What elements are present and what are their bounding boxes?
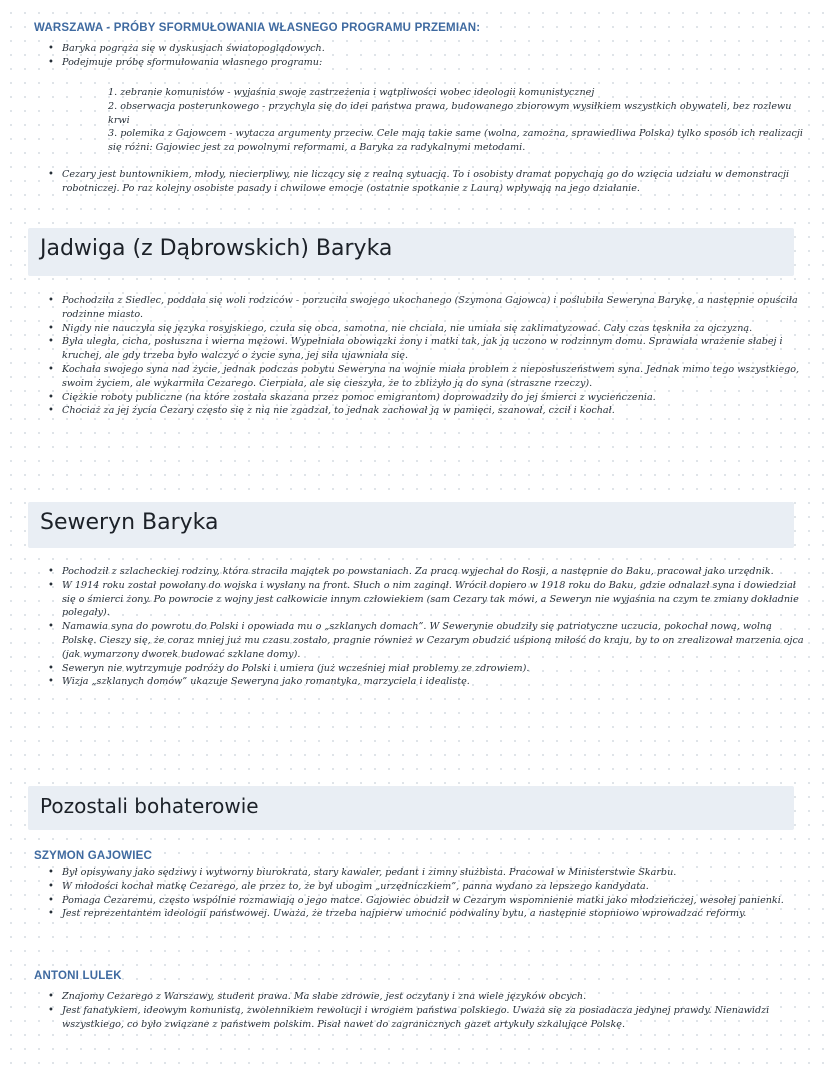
program-step: 3. polemika z Gajowcem - wytacza argumenty przeciw. Cele mają takie same (wolna, zamożna, sprawiedliwa Polska) tylko sposób ich realizacji się różni: Gajowiec jest za powolnymi reformami, a Baryka za radykalnymi metodami. <box>108 128 803 154</box>
list-item: • Była uległa, cicha, posłuszna i wierna mężowi. Wypełniała obowiązki żony i matki tak, jak ją uczono w rodzinnym domu. Sprawiała wrażenie słabej i kruchej, ale gdy trzeba było walczyć o życie syna, jej siła ujawniała się. <box>44 335 804 363</box>
list-item: • W młodości kochał matkę Cezarego, ale przez to, że był ubogim „urzędniczkiem”, panna wydano za lepszego kandydata. <box>44 880 804 894</box>
section-heading-pozostali: Pozostali bohaterowie <box>40 794 259 818</box>
list-item: • Podejmuje próbę sformułowania własnego programu: <box>44 56 804 70</box>
section-heading-jadwiga: Jadwiga (z Dąbrowskich) Baryka <box>40 236 393 261</box>
seweryn-list <box>44 565 804 689</box>
warszawa-list-cont <box>44 168 804 196</box>
program-steps <box>108 86 804 155</box>
list-item: • Nigdy nie nauczyła się języka rosyjskiego, czuła się obca, samotna, nie chciała, nie umiała się zaklimatyzować. Cały czas tęskniła za ojczyzną. <box>44 322 804 336</box>
list-item: • Znajomy Cezarego z Warszawy, student prawa. Ma słabe zdrowie, jest oczytany i zna wiele języków obcych. <box>44 990 804 1004</box>
list-item: • Pochodziła z Siedlec, poddała się woli rodziców - porzuciła swojego ukochanego (Szymona Gajowca) i poślubiła Seweryna Barykę, a następnie opuściła rodzinne miasto. <box>44 294 804 322</box>
program-step: 2. obserwacja posterunkowego - przychyla się do idei państwa prawa, budowanego zbiorowym wysiłkiem wszystkich obywateli, bez rozlewu krwi <box>108 100 792 126</box>
list-item: • Wizja „szklanych domów” ukazuje Seweryna jako romantyka, marzyciela i idealistę. <box>44 675 804 689</box>
list-item: • Seweryn nie wytrzymuje podróży do Polski i umiera (już wcześniej miał problemy ze zdrowiem). <box>44 662 804 676</box>
list-item: • Kochała swojego syna nad życie, jednak podczas pobytu Seweryna na wojnie miała problem z nieposłuszeństwem syna. Jednak mimo tego wszystkiego, swoim życiem, ale wykarmiła Cezarego. Cierpiała, ale się cieszyła, że to zbliżyło ją do syna (straszne rzeczy). <box>44 363 804 391</box>
list-item: • Chociaż za jej życia Cezary często się z nią nie zgadzał, to jednak zachował ją w pamięci, szanował, czcił i kochał. <box>44 404 804 418</box>
warszawa-list <box>44 42 804 70</box>
list-item: • Ciężkie roboty publiczne (na które została skazana przez pomoc emigrantom) doprowadziły do jej śmierci z wycieńczenia. <box>44 391 804 405</box>
lulek-list <box>44 990 804 1031</box>
subsection-heading-lulek: ANTONI LULEK <box>34 970 122 982</box>
program-step: 1. zebranie komunistów - wyjaśnia swoje zastrzeżenia i wątpliwości wobec ideologii komunistycznej <box>108 87 595 98</box>
subsection-heading-gajowiec: SZYMON GAJOWIEC <box>34 850 153 862</box>
list-item: • Był opisywany jako sędziwy i wytworny biurokrata, stary kawaler, pedant i zimny służbista. Pracował w Ministerstwie Skarbu. <box>44 866 804 880</box>
list-item: • Baryka pogrąża się w dyskusjach światopoglądowych. <box>44 42 804 56</box>
gajowiec-list <box>44 866 804 921</box>
jadwiga-list <box>44 294 804 418</box>
list-item: • Namawia syna do powrotu do Polski i opowiada mu o „szklanych domach”. W Sewerynie obudziły się patriotyczne uczucia, pokochał nową, wolną Polskę. Cieszy się, że coraz mniej już mu czasu zostało, pragnie również w Cezarym obudzić uśpioną miłość do kraju, by to on zrealizował marzenia ojca (jak wymarzony dworek budować szklane domy). <box>44 620 804 661</box>
list-item: • Pomaga Cezaremu, często wspólnie rozmawiają o jego matce. Gajowiec obudził w Cezarym wspomnienie matki jako młodzieńczej, wesołej panienki. <box>44 894 804 908</box>
section-heading-seweryn: Seweryn Baryka <box>40 510 219 535</box>
list-item: • Jest fanatykiem, ideowym komunistą, zwolennikiem rewolucji i wrogiem państwa polskiego. Uważa się za posiadacza jedynej prawdy. Nienawidzi wszystkiego, co było związane z państwem polskim. Pisał nawet do zagranicznych gazet artykuły szkalujące Polskę. <box>44 1004 804 1032</box>
list-item: • W 1914 roku został powołany do wojska i wysłany na front. Słuch o nim zaginął. Wrócił dopiero w 1918 roku do Baku, gdzie odnalazł syna i dowiedział się o śmierci żony. Po powrocie z wojny jest całkowicie innym człowiekiem (sam Cezary tak mówi, a Seweryn nie wyjaśnia na czym te zmiany dokładnie polegały). <box>44 579 804 620</box>
list-item: • Pochodził z szlacheckiej rodziny, która straciła majątek po powstaniach. Za pracą wyjechał do Rosji, a następnie do Baku, pracował jako urzędnik. <box>44 565 804 579</box>
list-item: • Cezary jest buntownikiem, młody, niecierpliwy, nie liczący się z realną sytuacją. To i osobisty dramat popychają go do wzięcia udziału w demonstracji robotniczej. Po raz kolejny osobiste pasady i chwilowe emocje (ostatnie spotkanie z Laurą) wpływają na jego działanie. <box>44 168 804 196</box>
section-heading-warszawa: WARSZAWA - PRÓBY SFORMUŁOWANIA WŁASNEGO PROGRAMU PRZEMIAN: <box>34 22 481 34</box>
list-item: • Jest reprezentantem ideologii państwowej. Uważa, że trzeba najpierw umocnić podwaliny bytu, a następnie stopniowo wprowadzać reformy. <box>44 907 804 921</box>
